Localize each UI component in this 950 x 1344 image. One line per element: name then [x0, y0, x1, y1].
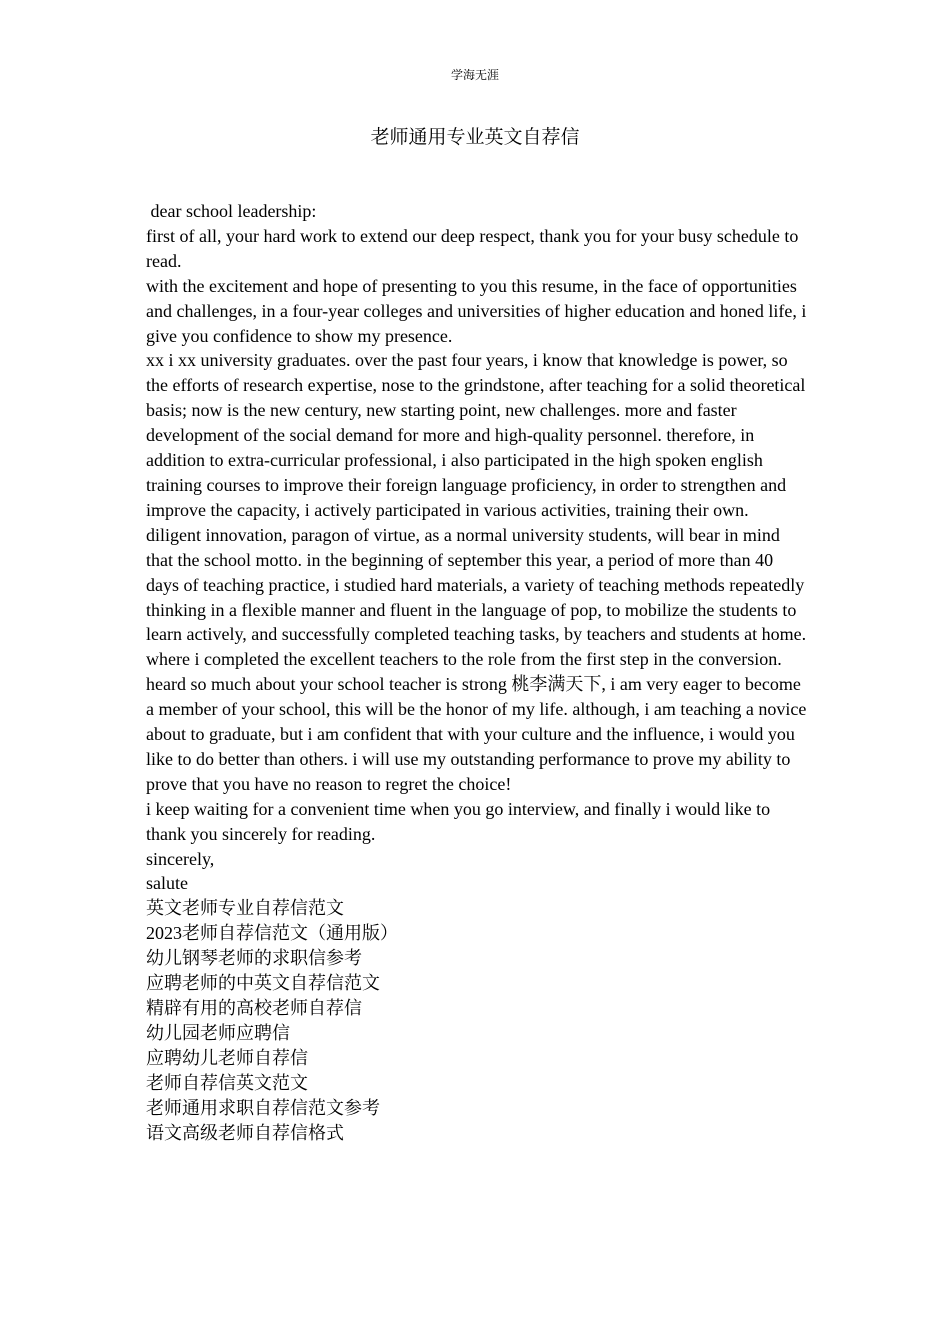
paragraph-1: first of all, your hard work to extend our deep respect, thank you for your busy schedule to read.: [146, 225, 799, 271]
related-article: 语文高级老师自荐信格式: [146, 1122, 344, 1143]
related-article: 幼儿钢琴老师的求职信参考: [146, 948, 362, 969]
page-header: 学海无涯: [450, 68, 499, 82]
salutation: dear school leadership:: [146, 201, 317, 221]
document-title: 老师通用专业英文自荐信: [370, 127, 580, 148]
paragraph-4: diligent innovation, paragon of virtue, as a normal university students, will bear in mind that the school motto. in the beginning of september this year, a period of more than 40 days of teaching practice, i studied hard materials, a variety of teaching methods repeatedly thinking in a flexible manner and fluent in the language of pop, to mobilize the students to learn actively, and successfully completed teaching tasks, by teachers and students at home. where i completed the excellent teachers to the role from the first step in the conversion.: [146, 524, 807, 670]
related-article: 幼儿园老师应聘信: [146, 1022, 290, 1043]
paragraph-6: i keep waiting for a convenient time when you go interview, and finally i would like to thank you sincerely for reading.: [146, 798, 771, 844]
closing: sincerely,: [146, 848, 215, 869]
signoff: salute: [146, 873, 188, 894]
related-article: 老师通用求职自荐信范文参考: [146, 1097, 380, 1118]
related-article: 精辟有用的高校老师自荐信: [146, 998, 362, 1018]
related-article: 老师自荐信英文范文: [146, 1072, 308, 1093]
related-article: 英文老师专业自荐信范文: [146, 898, 344, 919]
paragraph-3: xx i xx university graduates. over the past four years, i know that knowledge is power, so the efforts of research expertise, nose to the grindstone, after teaching for a solid theoretical basis; now is the new century, new starting point, new challenges. more and faster development of the social demand for more and high-quality personnel. therefore, in addition to extra-curricular professional, i also participated in the high spoken english training courses to improve their foreign language proficiency, in order to strengthen and improve the capacity, i actively participated in various activities, training their own.: [146, 350, 806, 520]
paragraph-5: heard so much about your school teacher is strong 桃李满天下, i am very eager to become a member of your school, this will be the honor of my life. although, i am teaching a novice about to graduate, but i am confident that with your culture and the influence, i would you like to do better than others. i will use my outstanding performance to prove my ability to prove that you have no reason to regret the choice!: [146, 674, 807, 794]
letter-body: [146, 199, 810, 1145]
related-article: 2023老师自荐信范文（通用版）: [146, 923, 398, 944]
paragraph-2: with the excitement and hope of presenting to you this resume, in the face of opportunities and challenges, in a four-year colleges and universities of higher education and honed life, i give you confidence to show my presence.: [146, 275, 807, 346]
related-articles-list: [146, 896, 810, 1145]
related-article: 应聘幼儿老师自荐信: [146, 1047, 308, 1068]
related-article: 应聘老师的中英文自荐信范文: [146, 973, 380, 994]
